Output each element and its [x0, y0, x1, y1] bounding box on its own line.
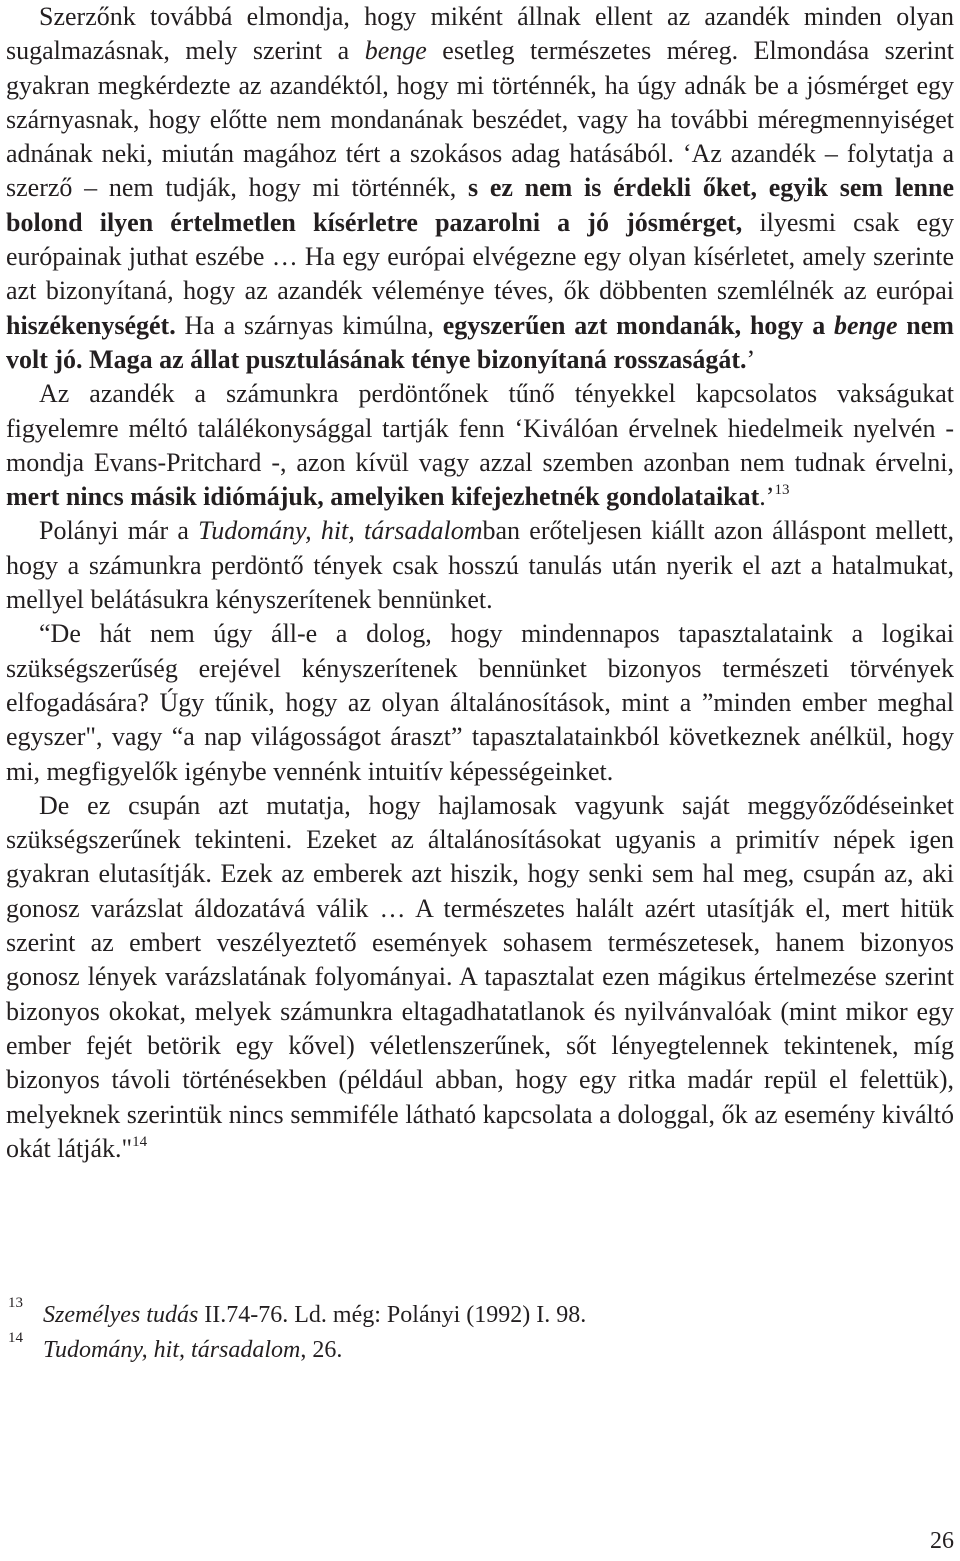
- bold-text: nem volt jó. Maga az állat pusztulásának ténye bizonyítaná rosszaságát.: [6, 310, 954, 374]
- footnote: [6, 1328, 954, 1361]
- footnotes: [6, 1293, 954, 1363]
- paragraph: Az azandék a számunkra perdöntőnek tűnő tényekkel kapcsolatos vakságukat figyelemre méltó találékonysággal tartják fenn ‘Kiválóan érvelnek hiedelmeik nyelvén - mondja Evans-Pritchard -, azon kívül vagy azzal szemben azonban nem tudnak érvelni, mert nincs másik idiómájuk, amelyiken kifejezhetnék gondolataikat.’$^{13}$: [6, 379, 954, 512]
- footnote-text: Tudomány, hit, társadalom, 26.: [43, 1337, 343, 1363]
- footnote-ref: 13: [774, 482, 790, 499]
- bold-text: hiszékenységét.: [6, 310, 176, 340]
- footnote: [6, 1293, 954, 1326]
- paragraph: Polányi már a Tudomány, hit, társadalomban erőteljesen kiállt azon álláspont mellett, hogy a számunkra perdöntő tények csak hosszú tanulás után nyerik el azt a hatalmukat, mellyel belátásukra kényszerítenek bennünket.: [6, 516, 954, 615]
- bold-text: s ez nem is érdekli őket, egyik sem lenne bolond ilyen értelmetlen kísérletre pazarolni a jó jósmérget,: [6, 173, 955, 237]
- bold-text: mert nincs másik idiómájuk, amelyiken kifejezhetnék gondolataikat: [6, 482, 760, 512]
- body-text: [6, 0, 954, 1166]
- italic-text: Tudomány, hit, társadalom: [198, 516, 483, 546]
- paragraph: Szerzőnk továbbá elmondja, hogy miként állnak ellent az azandék minden olyan sugalmazásnak, mely szerint a benge esetleg természetes méreg. Elmondása szerint gyakran megkérdezte az azandéktól, hogy mi történnék, ha úgy adnák be a jósmérget egy szárnyasnak, hogy előtte nem mondanának beszédet, vagy ha további méregmennyiséget adnának neki, miután magához tért a szokásos adag hatásából. ‘Az azandék – folytatja a szerző – nem tudják, hogy mi történnék, s ez nem is érdekli őket, egyik sem lenne bolond ilyen értelmetlen kísérletre pazarolni a jó jósmérget, ilyesmi csak egy európainak juthat eszébe … Ha egy európai elvégezne egy olyan kísérletet, amely szerinte azt bizonyítaná, hogy az azandék véleménye téves, ők döbbenten szemlélnék az európai hiszékenységét. Ha a szárnyas kimúlna, egyszerűen azt mondanák, hogy a benge nem volt jó. Maga az állat pusztulásának ténye bizonyítaná rosszaságát.’: [6, 2, 955, 374]
- italic-text: Személyes tudás: [43, 1302, 199, 1328]
- italic-text: benge: [364, 36, 427, 66]
- footnote-text: Személyes tudás II.74-76. Ld. még: Polányi (1992) I. 98.: [43, 1302, 587, 1328]
- footnote-ref: 14: [132, 1133, 148, 1150]
- paragraph: De ez csupán azt mutatja, hogy hajlamosak vagyunk saját meggyőződéseinket szükségszerűnek tekinteni. Ezeket az általánosításokat ugyanis a primitív népek igen gyakran elutasítják. Ezek az emberek azt hiszik, hogy senki sem hal meg, csupán az, aki gonosz varázslat áldozatává válik … A természetes halált azért utasítják el, mert hitük szerint az embert veszélyeztető események sohasem természetesek, hanem bizonyos gonosz lények varázslatának folyományai. A tapasztalat ezen mágikus értelmezése szerint bizonyos okokat, melyek számunkra eltagadhatatlanok és nyilvánvalóak (mint mikor egy ember fejét betörik egy kővel) véletlenszerűnek, sőt lényegtelennek tekintenek, míg bizonyos távoli történésekben (például abban, hogy egy ritka madár repül el felettük), melyeknek szerintük nincs semmiféle látható kapcsolata a dologgal, ők az esemény kiváltó okát látják."$^{14}$: [6, 790, 954, 1163]
- page-number: 26: [930, 1528, 954, 1554]
- footnote-number: 14: [8, 1330, 23, 1346]
- bold-italic-text: benge: [833, 310, 898, 340]
- italic-text: Tudomány, hit, társadalom: [43, 1337, 301, 1363]
- bold-text: egyszerűen azt mondanák, hogy a: [442, 310, 834, 340]
- footnote-number: 13: [8, 1295, 23, 1311]
- paragraph: “De hát nem úgy áll-e a dolog, hogy mindennapos tapasztalataink a logikai szükségszerűség erejével kényszerítenek bennünket bizonyos természeti törvények elfogadására? Úgy tűnik, hogy az olyan általánosítások, mint a ”minden ember meghal egyszer", vagy “a nap világosságot áraszt” tapasztalatainkból következnek anélkül, hogy mi, megfigyelők igénybe vennénk intuitív képességeinket.: [6, 619, 954, 786]
